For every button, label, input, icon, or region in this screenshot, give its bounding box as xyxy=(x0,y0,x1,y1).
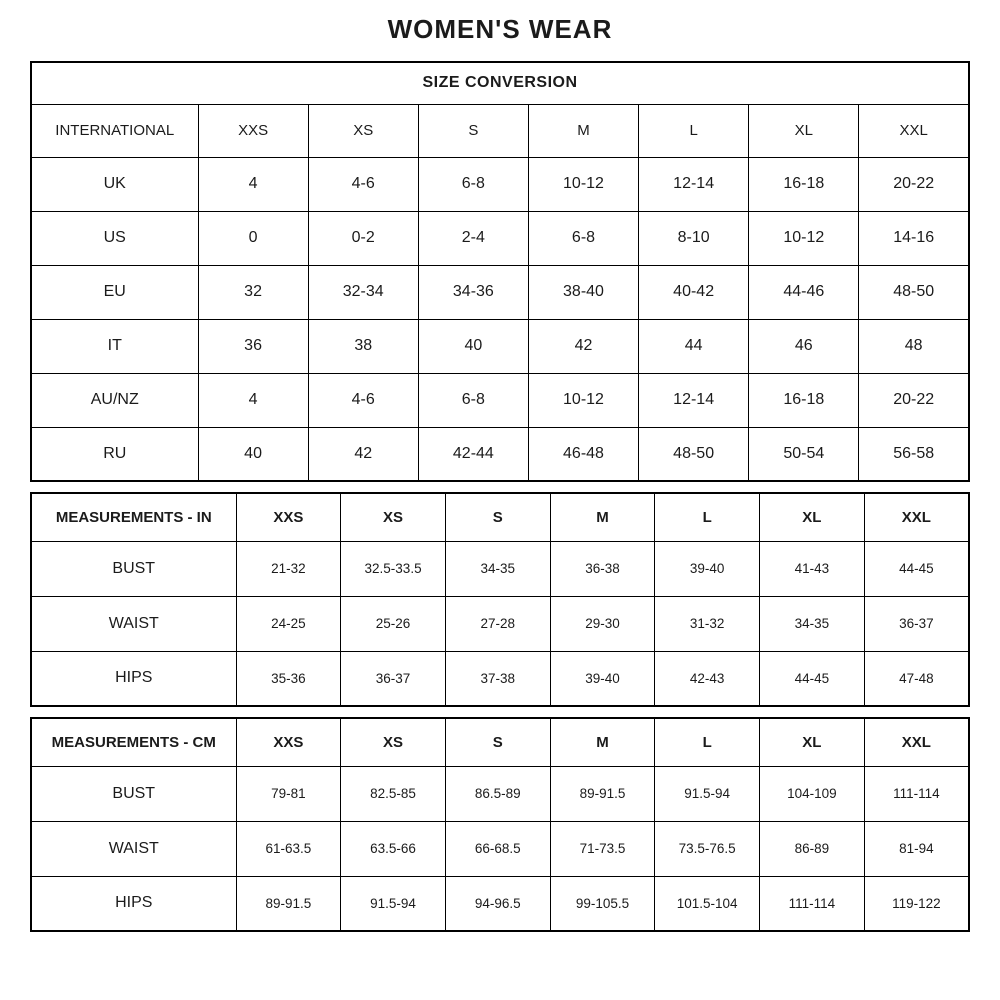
measurements-cm-header-row xyxy=(31,718,969,766)
size-conversion-title-cell: SIZE CONVERSION xyxy=(31,62,969,104)
value-cell: 34-35 xyxy=(445,541,550,596)
value-cell: 61-63.5 xyxy=(236,821,341,876)
value-cell: 63.5-66 xyxy=(341,821,446,876)
measurements-in-header-row xyxy=(31,493,969,541)
size-header-cell: M xyxy=(550,718,655,766)
value-cell: 4-6 xyxy=(308,157,418,211)
value-cell: 25-26 xyxy=(341,596,446,651)
size-header-cell: XXL xyxy=(859,104,969,157)
value-cell: 66-68.5 xyxy=(445,821,550,876)
value-cell: 71-73.5 xyxy=(550,821,655,876)
size-header-cell: XL xyxy=(749,104,859,157)
table-row-hips-cm xyxy=(31,876,969,931)
size-header-cell: M xyxy=(550,493,655,541)
table-row-waist-cm xyxy=(31,821,969,876)
size-header-cell: XS xyxy=(341,718,446,766)
value-cell: 4-6 xyxy=(308,373,418,427)
value-cell: 20-22 xyxy=(859,373,969,427)
row-label-cell: RU xyxy=(31,427,198,481)
value-cell: 91.5-94 xyxy=(341,876,446,931)
table-row-uk xyxy=(31,157,969,211)
size-header-cell: M xyxy=(528,104,638,157)
value-cell: 10-12 xyxy=(528,373,638,427)
value-cell: 44 xyxy=(639,319,749,373)
size-conversion-title-row xyxy=(31,62,969,104)
table-row-it xyxy=(31,319,969,373)
value-cell: 36-37 xyxy=(341,651,446,706)
size-header-cell: XXL xyxy=(864,493,969,541)
value-cell: 44-45 xyxy=(864,541,969,596)
size-header-cell: XS xyxy=(341,493,446,541)
value-cell: 27-28 xyxy=(445,596,550,651)
value-cell: 32-34 xyxy=(308,265,418,319)
value-cell: 86.5-89 xyxy=(445,766,550,821)
value-cell: 10-12 xyxy=(528,157,638,211)
value-cell: 8-10 xyxy=(639,211,749,265)
size-header-cell: L xyxy=(655,718,760,766)
value-cell: 32 xyxy=(198,265,308,319)
row-label-cell: BUST xyxy=(31,766,236,821)
value-cell: 42-43 xyxy=(655,651,760,706)
measurements-in-table xyxy=(30,492,970,707)
value-cell: 44-46 xyxy=(749,265,859,319)
value-cell: 10-12 xyxy=(749,211,859,265)
size-header-cell: XS xyxy=(308,104,418,157)
value-cell: 34-35 xyxy=(760,596,865,651)
page-title: WOMEN'S WEAR xyxy=(387,14,613,44)
row-label-cell: AU/NZ xyxy=(31,373,198,427)
size-conversion-header-row xyxy=(31,104,969,157)
size-header-cell: L xyxy=(639,104,749,157)
value-cell: 46 xyxy=(749,319,859,373)
value-cell: 40 xyxy=(418,319,528,373)
value-cell: 36 xyxy=(198,319,308,373)
size-header-cell: XXL xyxy=(864,718,969,766)
value-cell: 42 xyxy=(308,427,418,481)
table-row-hips-in xyxy=(31,651,969,706)
value-cell: 41-43 xyxy=(760,541,865,596)
row-label-cell: IT xyxy=(31,319,198,373)
row-label-cell: US xyxy=(31,211,198,265)
value-cell: 4 xyxy=(198,157,308,211)
row-label-cell: WAIST xyxy=(31,596,236,651)
value-cell: 40 xyxy=(198,427,308,481)
value-cell: 14-16 xyxy=(859,211,969,265)
value-cell: 38 xyxy=(308,319,418,373)
value-cell: 38-40 xyxy=(528,265,638,319)
table-row-us xyxy=(31,211,969,265)
value-cell: 35-36 xyxy=(236,651,341,706)
measurements-cm-table xyxy=(30,717,970,932)
value-cell: 6-8 xyxy=(418,373,528,427)
row-label-cell: HIPS xyxy=(31,876,236,931)
value-cell: 16-18 xyxy=(749,373,859,427)
table-row-ru xyxy=(31,427,969,481)
value-cell: 99-105.5 xyxy=(550,876,655,931)
corner-cell: INTERNATIONAL xyxy=(31,104,198,157)
table-row-eu xyxy=(31,265,969,319)
size-header-cell: L xyxy=(655,493,760,541)
value-cell: 86-89 xyxy=(760,821,865,876)
row-label-cell: BUST xyxy=(31,541,236,596)
size-header-cell: XL xyxy=(760,493,865,541)
value-cell: 94-96.5 xyxy=(445,876,550,931)
value-cell: 32.5-33.5 xyxy=(341,541,446,596)
value-cell: 46-48 xyxy=(528,427,638,481)
value-cell: 21-32 xyxy=(236,541,341,596)
value-cell: 91.5-94 xyxy=(655,766,760,821)
table-row-bust-cm xyxy=(31,766,969,821)
value-cell: 48-50 xyxy=(859,265,969,319)
size-conversion-table xyxy=(30,61,970,482)
size-header-cell: XXS xyxy=(236,493,341,541)
value-cell: 12-14 xyxy=(639,157,749,211)
value-cell: 36-37 xyxy=(864,596,969,651)
value-cell: 29-30 xyxy=(550,596,655,651)
size-header-cell: S xyxy=(445,718,550,766)
table-row-aunz xyxy=(31,373,969,427)
value-cell: 36-38 xyxy=(550,541,655,596)
value-cell: 44-45 xyxy=(760,651,865,706)
value-cell: 0 xyxy=(198,211,308,265)
value-cell: 73.5-76.5 xyxy=(655,821,760,876)
value-cell: 111-114 xyxy=(864,766,969,821)
value-cell: 42-44 xyxy=(418,427,528,481)
value-cell: 6-8 xyxy=(418,157,528,211)
value-cell: 4 xyxy=(198,373,308,427)
value-cell: 104-109 xyxy=(760,766,865,821)
value-cell: 31-32 xyxy=(655,596,760,651)
value-cell: 2-4 xyxy=(418,211,528,265)
row-label-cell: WAIST xyxy=(31,821,236,876)
value-cell: 39-40 xyxy=(655,541,760,596)
size-header-cell: XXS xyxy=(198,104,308,157)
value-cell: 6-8 xyxy=(528,211,638,265)
size-header-cell: XL xyxy=(760,718,865,766)
value-cell: 111-114 xyxy=(760,876,865,931)
value-cell: 79-81 xyxy=(236,766,341,821)
size-header-cell: XXS xyxy=(236,718,341,766)
value-cell: 42 xyxy=(528,319,638,373)
value-cell: 101.5-104 xyxy=(655,876,760,931)
size-header-cell: S xyxy=(445,493,550,541)
value-cell: 81-94 xyxy=(864,821,969,876)
value-cell: 47-48 xyxy=(864,651,969,706)
value-cell: 24-25 xyxy=(236,596,341,651)
value-cell: 48-50 xyxy=(639,427,749,481)
value-cell: 89-91.5 xyxy=(236,876,341,931)
row-label-cell: HIPS xyxy=(31,651,236,706)
value-cell: 40-42 xyxy=(639,265,749,319)
row-label-cell: UK xyxy=(31,157,198,211)
value-cell: 20-22 xyxy=(859,157,969,211)
value-cell: 48 xyxy=(859,319,969,373)
value-cell: 37-38 xyxy=(445,651,550,706)
value-cell: 34-36 xyxy=(418,265,528,319)
size-header-cell: S xyxy=(418,104,528,157)
value-cell: 89-91.5 xyxy=(550,766,655,821)
table-row-waist-in xyxy=(31,596,969,651)
value-cell: 119-122 xyxy=(864,876,969,931)
row-label-cell: EU xyxy=(31,265,198,319)
value-cell: 16-18 xyxy=(749,157,859,211)
value-cell: 12-14 xyxy=(639,373,749,427)
value-cell: 0-2 xyxy=(308,211,418,265)
value-cell: 50-54 xyxy=(749,427,859,481)
corner-cell: MEASUREMENTS - CM xyxy=(31,718,236,766)
table-row-bust-in xyxy=(31,541,969,596)
value-cell: 56-58 xyxy=(859,427,969,481)
corner-cell: MEASUREMENTS - IN xyxy=(31,493,236,541)
value-cell: 39-40 xyxy=(550,651,655,706)
value-cell: 82.5-85 xyxy=(341,766,446,821)
